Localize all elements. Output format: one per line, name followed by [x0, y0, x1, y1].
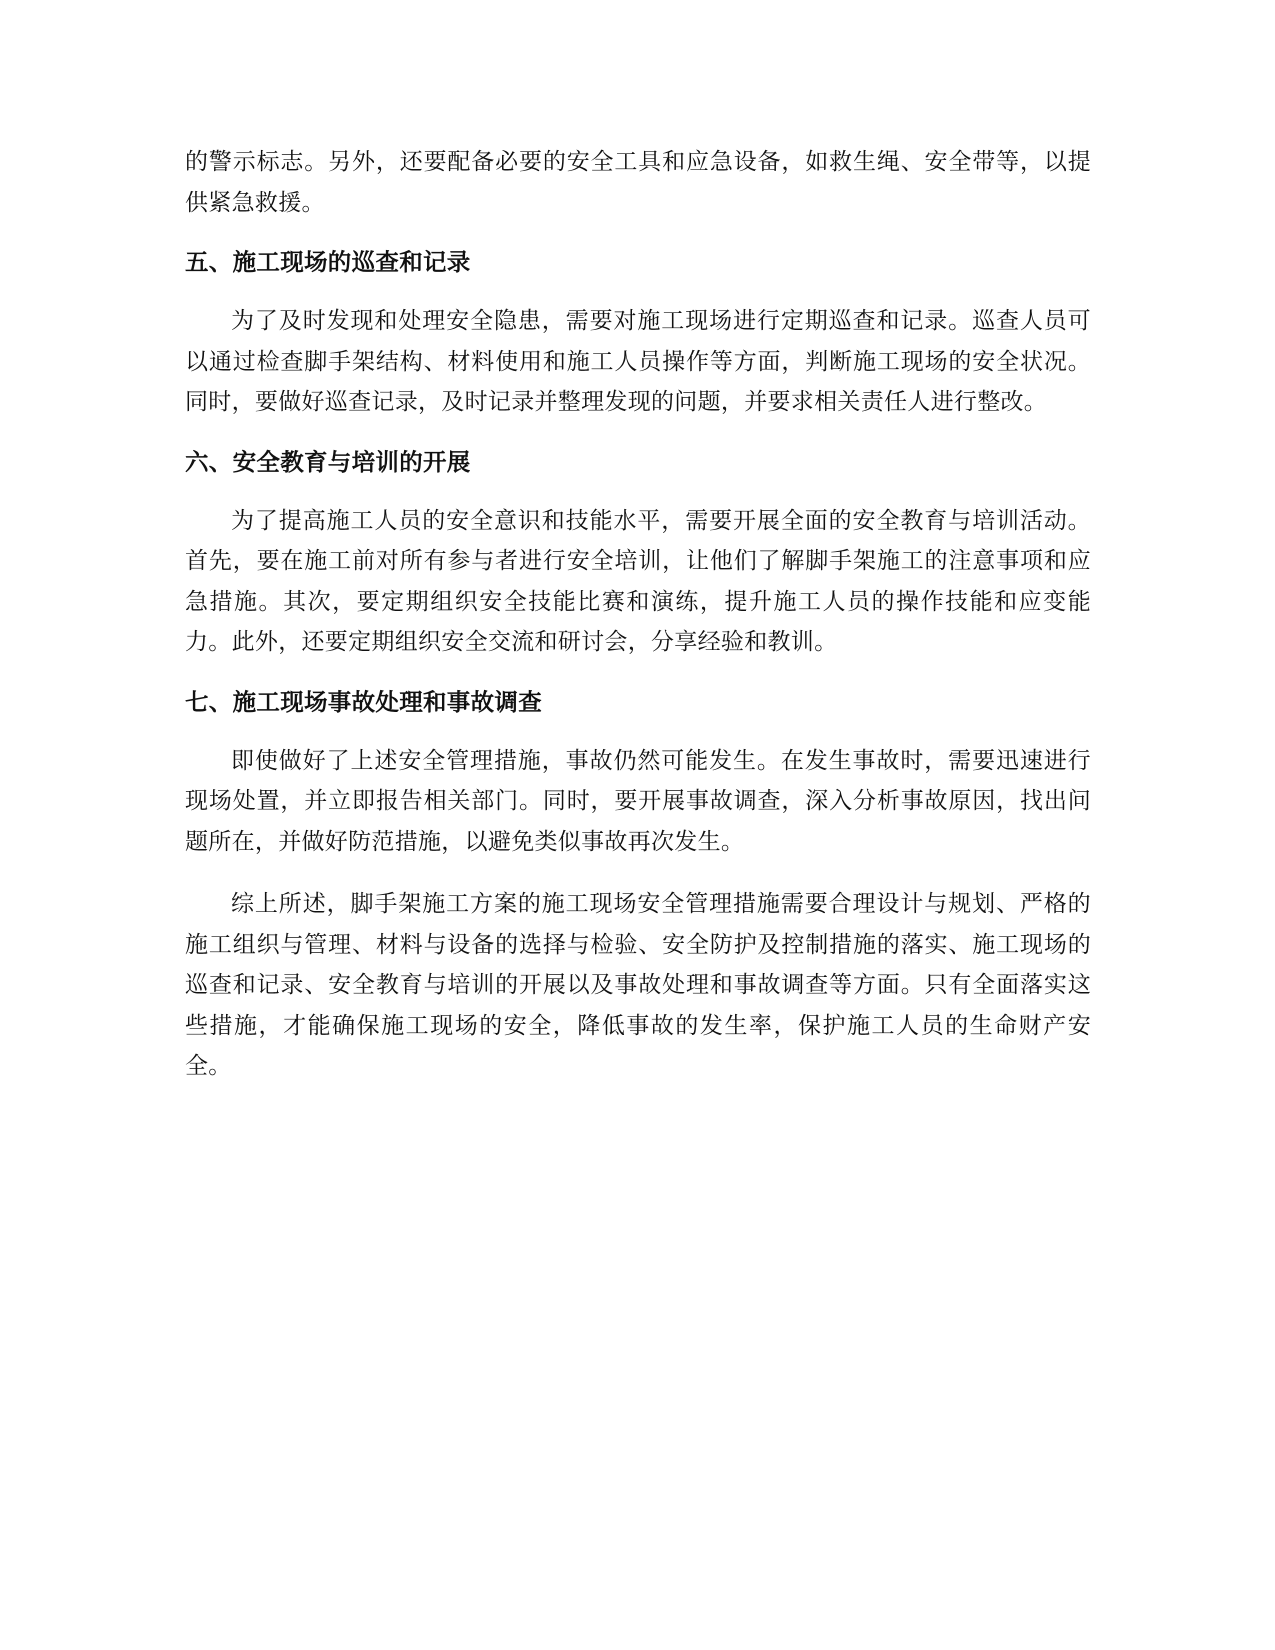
section-heading-patrol: 五、施工现场的巡查和记录	[185, 248, 471, 276]
section-heading-training: 六、安全教育与培训的开展	[185, 447, 471, 476]
continuation-paragraph: 的警示标志。另外，还要配备必要的安全工具和应急设备，如救生绳、安全带等，以提供紧急救援。	[185, 149, 1091, 216]
section-paragraph-patrol: 为了及时发现和处理安全隐患，需要对施工现场进行定期巡查和记录。巡查人员可以通过检查脚手架结构、材料使用和施工人员操作等方面，判断施工现场的安全状况。同时，要做好巡查记录，及时记录并整理发现的问题，并要求相关责任人进行整改。	[185, 308, 1091, 415]
section-heading-accident: 七、施工现场事故处理和事故调查	[185, 687, 542, 716]
document-body	[185, 142, 1091, 1087]
section-paragraph-training: 为了提高施工人员的安全意识和技能水平，需要开展全面的安全教育与培训活动。首先，要在施工前对所有参与者进行安全培训，让他们了解脚手架施工的注意事项和应急措施。其次，要定期组织安全技能比赛和演练，提升施工人员的操作技能和应变能力。此外，还要定期组织安全交流和研讨会，分享经验和教训。	[185, 507, 1091, 655]
conclusion-paragraph: 综上所述，脚手架施工方案的施工现场安全管理措施需要合理设计与规划、严格的施工组织与管理、材料与设备的选择与检验、安全防护及控制措施的落实、施工现场的巡查和记录、安全教育与培训的开展以及事故处理和事故调查等方面。只有全面落实这些措施，才能确保施工现场的安全，降低事故的发生率，保护施工人员的生命财产安全。	[185, 891, 1091, 1079]
section-paragraph-accident: 即使做好了上述安全管理措施，事故仍然可能发生。在发生事故时，需要迅速进行现场处置，并立即报告相关部门。同时，要开展事故调查，深入分析事故原因，找出问题所在，并做好防范措施，以避免类似事故再次发生。	[185, 747, 1091, 855]
